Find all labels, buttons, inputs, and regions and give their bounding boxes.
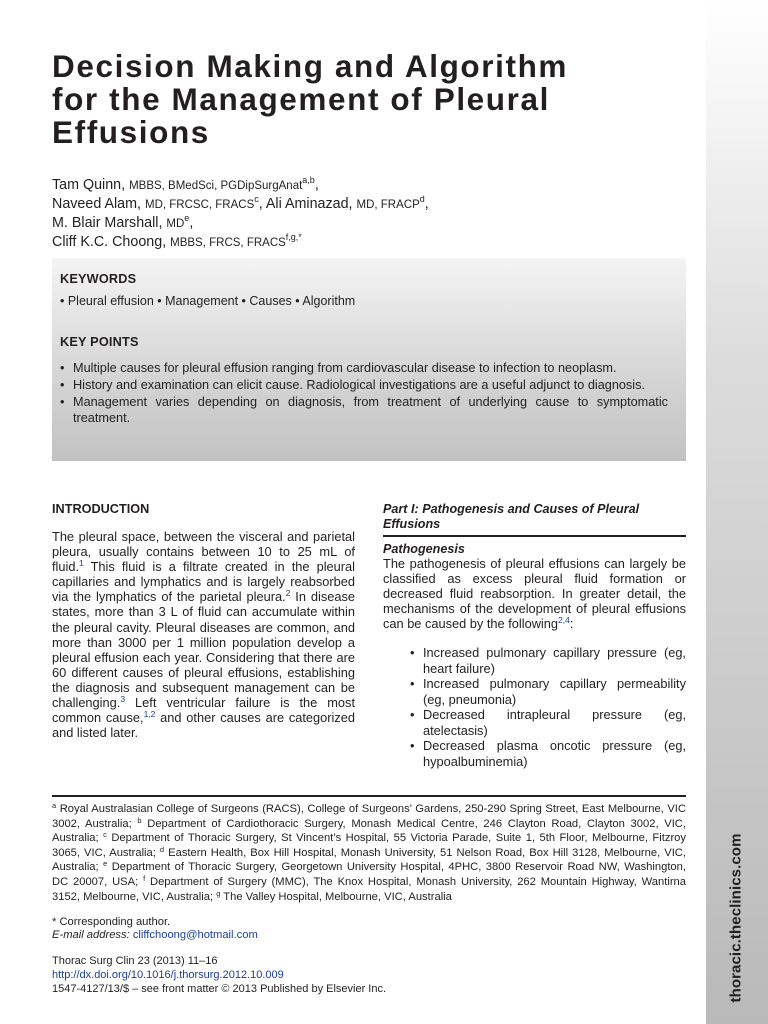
author-name: Cliff K.C. Choong, — [52, 234, 171, 250]
affil-text: Department of Thoracic Surgery, St Vincent’s Hospital, 55 Victoria Parade, Suite 1, 5th Floor, Melbourne, Fitzroy 3065, VIC, Australia; — [52, 832, 686, 859]
author-line: Naveed Alam, MD, FRCSC, FRACS$^c$, Ali Aminazad, MD, FRACP$^d$, — [52, 194, 429, 212]
patho-text: : — [569, 616, 574, 632]
intro-text: In disease states, more than 3 L of fluid can accumulate within the pleural cavity. Pleural diseases are common, and more than 3000 per 1 million population develop a pleural effusion each year. Considering that there are 60 different causes of pleural effusions, establishing the diagnosis and subsequent management can be challenging. — [52, 589, 355, 711]
affil-text: Department of Thoracic Surgery, Georgetown University Hospital, 4PHC, 3800 Reservoir Road NW, Washington, DC 20007, USA; — [52, 861, 686, 888]
author-name: Naveed Alam, — [52, 196, 145, 212]
issn-copyright: 1547-4127/13/$ – see front matter © 2013 Published by Elsevier Inc. — [52, 983, 387, 995]
title-line: Decision Making and Algorithm — [52, 48, 569, 84]
author-affil-mark: d — [419, 194, 425, 204]
section-rule — [383, 535, 686, 537]
author-list — [52, 176, 672, 252]
mechanism-item: • Decreased plasma oncotic pressure (eg, hypoalbuminemia) — [410, 738, 686, 769]
key-points-list — [60, 360, 668, 427]
mechanism-item: • Decreased intrapleural pressure (eg, atelectasis) — [410, 707, 686, 738]
affil-mark: b — [137, 815, 142, 825]
part1-heading: Part I: Pathogenesis and Causes of Pleural Effusions — [383, 502, 640, 531]
email-link[interactable]: cliffchoong@hotmail.com — [132, 929, 258, 941]
introduction-paragraph — [52, 529, 355, 740]
footnote-rule — [52, 795, 686, 797]
author-name: Tam Quinn, — [52, 177, 130, 193]
affil-mark: g — [216, 888, 221, 898]
reference-link[interactable]: 2 — [285, 588, 291, 599]
author-degrees: MBBS, FRCS, FRACS — [170, 237, 286, 249]
affil-text: The Valley Hospital, Melbourne, VIC, Australia — [220, 890, 452, 903]
patho-text: The pathogenesis of pleural effusions can largely be classified as excess pleural fluid formation or decreased fluid reabsorption. In greater detail, the mechanisms of the development of pleural effusions can be caused by the following — [383, 556, 686, 632]
affil-mark: a — [52, 801, 57, 810]
reference-link[interactable]: 3 — [120, 694, 126, 705]
key-points-heading: KEY POINTS — [60, 335, 139, 349]
affil-mark: d — [159, 844, 165, 854]
author-line — [52, 233, 672, 252]
mechanism-list — [410, 645, 686, 769]
mechanism-item: • Increased pulmonary capillary permeability (eg, pneumonia) — [410, 676, 686, 707]
affil-text: Department of Cardiothoracic Surgery, Monash Medical Centre, 246 Clayton Road, Clayton 3002, VIC, Australia; — [52, 817, 686, 845]
affiliations-footnote — [52, 802, 686, 904]
reference-link[interactable]: 1,2 — [143, 709, 156, 720]
affil-mark: f — [143, 873, 146, 883]
mechanism-item: • Increased pulmonary capillary pressure (eg, heart failure) — [410, 645, 686, 676]
author-affil-mark: a,b — [302, 175, 315, 185]
author-affil-mark: e — [184, 213, 190, 223]
email-label: E-mail address: — [52, 929, 133, 941]
reference-link[interactable]: 1 — [79, 558, 84, 569]
intro-text: and other causes are categorized and listed later. — [52, 710, 356, 741]
author-degrees: MD, FRACP — [356, 199, 420, 211]
title-line: for the Management of Pleural — [52, 81, 550, 117]
author-line: M. Blair Marshall, MDe, — [52, 213, 194, 231]
affil-text: Department of Surgery (MMC), The Knox Hospital, Monash University, 262 Mountain Highway, Wantirna 3152, Melbourne, VIC, Australia; — [52, 875, 686, 903]
affil-mark: c — [103, 830, 107, 840]
author-name: Ali Aminazad, — [265, 196, 357, 212]
author-affil-mark: c — [254, 194, 259, 204]
author-affil-mark: f,g,* — [285, 232, 302, 242]
intro-text: This fluid is a filtrate created in the pleural capillaries and lymphatics and is largely reabsorbed via the lymphatics of the parietal pleura. — [52, 559, 355, 605]
reference-link[interactable]: 2,4 — [558, 615, 570, 626]
keywords-heading: KEYWORDS — [60, 272, 137, 286]
journal-site-url[interactable]: thoracic.theclinics.com — [727, 833, 745, 1003]
author-degrees: MD — [166, 218, 185, 230]
author-degrees: MD, FRCSC, FRACS — [144, 199, 255, 211]
affil-mark: e — [103, 859, 108, 869]
keywords-line: • Pleural effusion • Management • Causes • Algorithm — [60, 294, 356, 308]
affil-text: Eastern Health, Box Hill Hospital, Monash University, 51 Nelson Road, Box Hill 3128, Melbourne, VIC, Australia; — [52, 846, 686, 874]
author-line: Tam Quinn, MBBS, BMedSci, PGDipSurgAnat$^{a,b}$, — [52, 175, 319, 193]
pathogenesis-subheading: Pathogenesis — [383, 542, 465, 556]
author-degrees: MBBS, BMedSci, PGDipSurgAnat — [129, 180, 303, 192]
intro-text: Left ventricular failure is the most common cause, — [52, 695, 355, 726]
title-line: Effusions — [52, 114, 210, 150]
pathogenesis-paragraph — [383, 556, 686, 631]
key-point-item: • History and examination can elicit cause. Radiological investigations are a useful adjunct to diagnosis. — [60, 377, 668, 393]
journal-citation: Thorac Surg Clin 23 (2013) 11–16 — [52, 955, 218, 967]
author-name: M. Blair Marshall, — [52, 215, 167, 231]
corresponding-author-note: * Corresponding author. — [52, 916, 171, 928]
doi-link[interactable]: http://dx.doi.org/10.1016/j.thorsurg.2012.10.009 — [52, 969, 284, 981]
article-title — [52, 50, 702, 149]
intro-text: The pleural space, between the visceral and parietal pleura, usually contains between 10 to 25 mL of fluid. — [52, 529, 355, 575]
introduction-heading: INTRODUCTION — [52, 502, 150, 516]
affil-text: Royal Australasian College of Surgeons (RACS), College of Surgeons’ Gardens, 250-290 Spring Street, East Melbourne, VIC 3002, Australia; — [52, 803, 686, 830]
email-line — [52, 929, 258, 941]
key-point-item: • Management varies depending on diagnosis, from treatment of underlying cause to symptomatic treatment. — [60, 394, 668, 426]
key-point-item: • Multiple causes for pleural effusion ranging from cardiovascular disease to infection to neoplasm. — [60, 360, 668, 376]
